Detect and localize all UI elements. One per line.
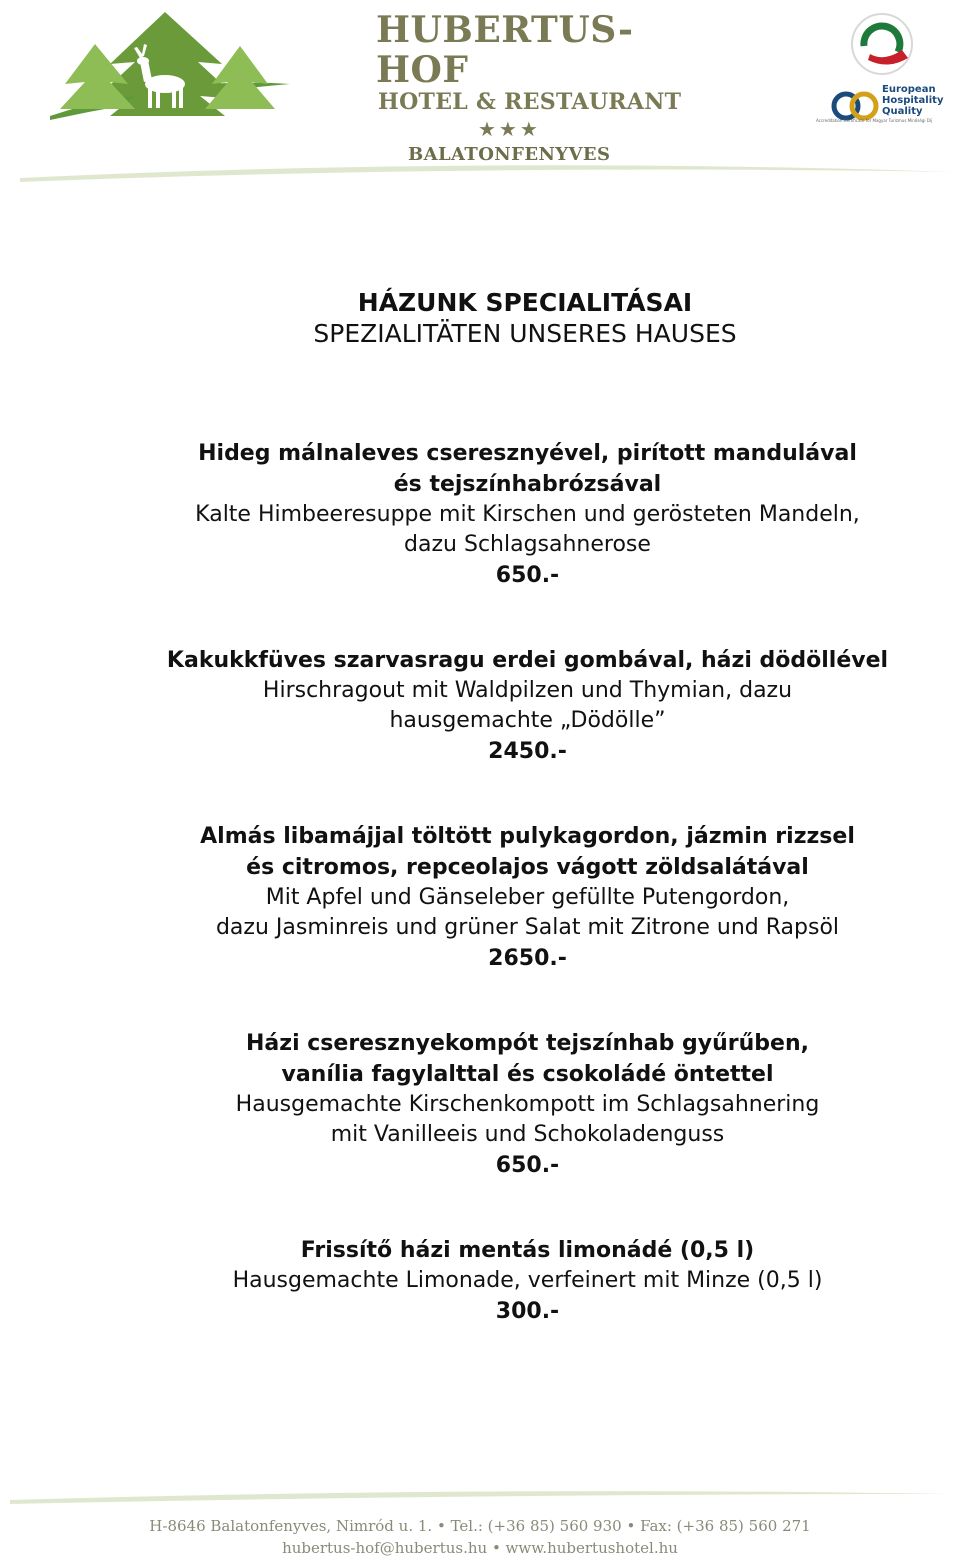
brand-subtitle: HOTEL & RESTAURANT [378, 89, 682, 115]
dish-name-hu: vanília fagylalttal és csokoládé öntettel [281, 1062, 774, 1087]
hotel-logo [40, 4, 300, 134]
dish-name-de: dazu Jasminreis und grüner Salat mit Zitrone und Rapsöl [215, 915, 840, 940]
menu-item [0, 1235, 960, 1328]
title-hu: HÁZUNK SPECIALITÁSAI [357, 288, 693, 317]
dish-price: 2650.- [488, 946, 567, 971]
dish-name-hu: Almás libamájjal töltött pulykagordon, jázmin rizzsel [200, 824, 855, 849]
dish-name-hu: Hideg málnaleves cseresznyével, pirított mandulával [198, 441, 857, 466]
dish-name-de: Hausgemachte Kirschenkompott im Schlagsahnering [235, 1092, 820, 1117]
menu-item [0, 438, 960, 592]
page-titles [0, 288, 960, 350]
footer-address: H-8646 Balatonfenyves, Nimród u. 1. • Tel.: (+36 85) 560 930 • Fax: (+36 85) 560 271 [149, 1517, 811, 1535]
dish-name-hu: Kakukkfüves szarvasragu erdei gombával, házi dödöllével [166, 648, 889, 673]
dish-name-hu: és citromos, repceolajos vágott zöldsalátával [246, 855, 809, 880]
dish-price: 650.- [495, 563, 560, 588]
brand-name: HUBERTUS-HOF [376, 9, 634, 91]
dish-name-de: Kalte Himbeeresuppe mit Kirschen und gerösteten Mandeln, [195, 502, 860, 527]
star-rating: ★★★ [478, 117, 541, 141]
dish-name-de: Mit Apfel und Gänseleber gefüllte Putengordon, [265, 885, 790, 910]
top-divider [0, 150, 960, 190]
menu-item [0, 645, 960, 768]
quality-label: European Hospitality Quality [882, 84, 944, 117]
footer-contact [0, 1515, 960, 1559]
menu-item [0, 821, 960, 975]
dish-name-de: Hirschragout mit Waldpilzen und Thymian, dazu [262, 678, 793, 703]
dish-name-hu: és tejszínhabrózsával [393, 472, 662, 497]
footer-web: hubertus-hof@hubertus.hu • www.hubertushotel.hu [282, 1539, 678, 1557]
menu-list [0, 438, 960, 1381]
dish-name-de: dazu Schlagsahnerose [404, 532, 651, 557]
accreditation-text: Accreditation Certificate for Magyar Turizmus Minőségi Díj [816, 118, 933, 123]
menu-item [0, 1028, 960, 1182]
dish-price: 650.- [495, 1153, 560, 1178]
dish-name-de: Hausgemachte Limonade, verfeinert mit Minze (0,5 l) [232, 1268, 823, 1293]
dish-price: 300.- [495, 1299, 560, 1324]
brand-city: BALATONFENYVES [408, 144, 611, 165]
dish-price: 2450.- [488, 739, 567, 764]
tree-deer-icon [40, 4, 300, 134]
brand-block [320, 10, 700, 166]
title-de: SPEZIALITÄTEN UNSERES HAUSES [313, 319, 737, 348]
dish-name-hu: Frissítő házi mentás limonádé (0,5 l) [300, 1238, 755, 1263]
dish-name-de: mit Vanilleeis und Schokoladenguss [330, 1122, 725, 1147]
dish-name-hu: Házi cseresznyekompót tejszínhab gyűrűben, [246, 1031, 809, 1056]
quality-badges [812, 6, 960, 126]
bottom-divider [0, 1480, 960, 1520]
dish-name-de: hausgemachte „Dödölle” [389, 708, 666, 733]
